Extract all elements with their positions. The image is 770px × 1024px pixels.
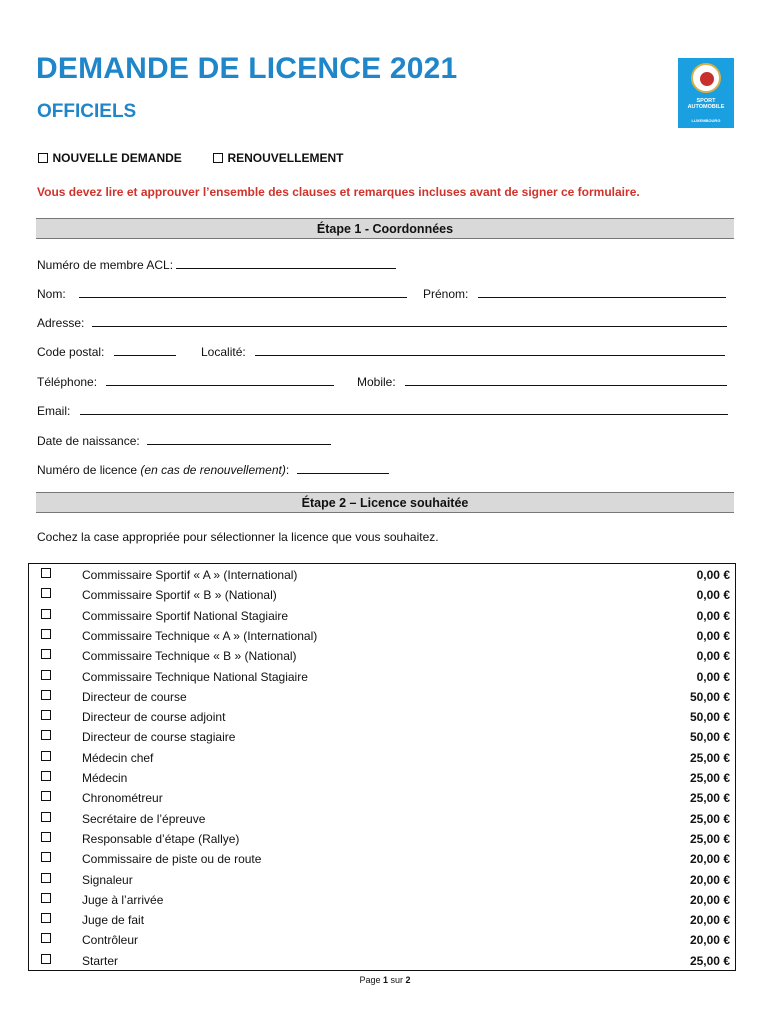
footer-sur-label: sur — [390, 975, 404, 985]
license-checkbox[interactable] — [41, 791, 51, 801]
license-row[interactable] — [29, 645, 735, 665]
license-checkbox[interactable] — [41, 690, 51, 700]
license-row[interactable] — [29, 787, 735, 807]
emblem-icon — [691, 63, 721, 93]
mobile-line[interactable] — [405, 374, 727, 386]
member-number-field[interactable] — [37, 257, 396, 272]
license-name: Commissaire Technique « B » (National) — [82, 649, 297, 664]
page-subtitle: OFFICIELS — [37, 101, 137, 122]
license-price: 20,00 € — [689, 872, 730, 887]
license-row[interactable] — [29, 605, 735, 625]
license-name: Directeur de course adjoint — [82, 710, 226, 725]
license-checkbox[interactable] — [41, 954, 51, 964]
license-price: 20,00 € — [689, 892, 730, 907]
license-name: Commissaire Technique « A » (International) — [82, 628, 318, 643]
license-row[interactable] — [29, 929, 735, 949]
license-price: 0,00 € — [696, 628, 730, 643]
email-field[interactable] — [37, 403, 728, 418]
license-row[interactable] — [29, 564, 735, 584]
license-price: 25,00 € — [689, 831, 730, 846]
postal-code-line[interactable] — [114, 344, 176, 356]
license-price: 25,00 € — [689, 953, 730, 968]
license-checkbox[interactable] — [41, 670, 51, 680]
footer-total-pages: 2 — [405, 975, 411, 985]
license-name: Commissaire Sportif « B » (National) — [82, 588, 277, 603]
postal-code-label: Code postal: — [37, 345, 105, 359]
license-checkbox[interactable] — [41, 710, 51, 720]
license-row[interactable] — [29, 808, 735, 828]
license-row[interactable] — [29, 869, 735, 889]
license-name: Starter — [82, 953, 119, 968]
license-row[interactable] — [29, 889, 735, 909]
page-footer — [0, 975, 770, 985]
license-price: 25,00 € — [689, 811, 730, 826]
license-name: Directeur de course — [82, 689, 187, 704]
license-row[interactable] — [29, 666, 735, 686]
license-checkbox[interactable] — [41, 649, 51, 659]
license-checkbox[interactable] — [41, 771, 51, 781]
license-name: Juge à l’arrivée — [82, 892, 164, 907]
logo-text-sport: SPORT — [696, 98, 716, 104]
license-row[interactable] — [29, 848, 735, 868]
license-number-field[interactable] — [37, 462, 389, 477]
address-line[interactable] — [92, 315, 727, 327]
name-label: Nom: — [37, 287, 66, 301]
license-checkbox[interactable] — [41, 609, 51, 619]
license-name: Signaleur — [82, 872, 133, 887]
license-price: 50,00 € — [689, 730, 730, 745]
license-checkbox[interactable] — [41, 832, 51, 842]
renewal-option[interactable] — [213, 149, 343, 167]
license-price: 25,00 € — [689, 791, 730, 806]
license-name: Responsable d’étape (Rallye) — [82, 831, 240, 846]
renewal-label: RENOUVELLEMENT — [227, 151, 344, 165]
license-checkbox[interactable] — [41, 730, 51, 740]
license-checkbox[interactable] — [41, 751, 51, 761]
license-number-line[interactable] — [297, 462, 389, 474]
license-checkbox[interactable] — [41, 629, 51, 639]
license-row[interactable] — [29, 909, 735, 929]
license-checkbox[interactable] — [41, 933, 51, 943]
birthdate-line[interactable] — [147, 433, 331, 445]
license-row[interactable] — [29, 625, 735, 645]
license-checkbox[interactable] — [41, 893, 51, 903]
step1-header: Étape 1 - Coordonnées — [36, 218, 734, 239]
footer-page-label: Page — [359, 975, 381, 985]
license-name: Juge de fait — [82, 913, 145, 928]
name-line[interactable] — [79, 286, 407, 298]
warning-text: Vous devez lire et approuver l’ensemble des clauses et remarques incluses avant de signer ce formulaire. — [37, 185, 640, 199]
license-name: Contrôleur — [82, 933, 139, 948]
license-price: 20,00 € — [689, 913, 730, 928]
firstname-label: Prénom: — [423, 287, 469, 301]
license-price: 25,00 € — [689, 771, 730, 785]
phone-field[interactable] — [37, 374, 334, 389]
license-checkbox[interactable] — [41, 568, 51, 578]
license-row[interactable] — [29, 767, 735, 787]
locality-field[interactable] — [201, 344, 725, 359]
locality-line[interactable] — [255, 344, 725, 356]
license-price: 0,00 € — [696, 649, 730, 664]
license-price: 25,00 € — [689, 750, 730, 765]
license-number-label: Numéro de licence — [37, 463, 138, 477]
license-name: Chronométreur — [82, 791, 163, 806]
locality-label: Localité: — [201, 345, 246, 359]
license-price: 50,00 € — [689, 710, 730, 725]
logo-text-automobile: AUTOMOBILE — [687, 104, 725, 110]
mobile-label: Mobile: — [357, 375, 396, 389]
license-number-note: (en cas de renouvellement) — [140, 463, 286, 477]
license-name: Commissaire Sportif « A » (International) — [82, 568, 298, 582]
birthdate-label: Date de naissance: — [37, 434, 140, 448]
license-checkbox[interactable] — [41, 913, 51, 923]
license-name: Commissaire Technique National Stagiaire — [82, 669, 308, 684]
license-price: 0,00 € — [696, 669, 730, 684]
postal-code-field[interactable] — [37, 344, 176, 359]
license-row[interactable] — [29, 686, 735, 706]
license-price: 20,00 € — [689, 852, 730, 867]
new-request-label: NOUVELLE DEMANDE — [52, 151, 182, 165]
email-label: Email: — [37, 404, 71, 418]
license-price: 20,00 € — [689, 933, 730, 948]
license-name: Commissaire de piste ou de route — [82, 852, 262, 867]
license-row[interactable] — [29, 950, 735, 970]
address-field[interactable] — [37, 315, 727, 330]
license-row[interactable] — [29, 747, 735, 767]
license-name: Secrétaire de l’épreuve — [82, 811, 206, 826]
phone-line[interactable] — [106, 374, 334, 386]
member-number-label: Numéro de membre ACL: — [37, 258, 174, 272]
license-number-colon: : — [285, 463, 290, 477]
license-table — [28, 563, 736, 971]
firstname-field[interactable] — [423, 286, 726, 301]
name-field[interactable] — [37, 286, 407, 301]
email-line[interactable] — [80, 403, 728, 415]
license-checkbox[interactable] — [41, 873, 51, 883]
license-price: 0,00 € — [696, 568, 730, 582]
member-number-line[interactable] — [176, 257, 396, 269]
license-name: Médecin — [82, 771, 128, 785]
new-request-checkbox[interactable] — [38, 153, 48, 163]
license-row[interactable] — [29, 828, 735, 848]
license-name: Commissaire Sportif National Stagiaire — [82, 608, 289, 623]
birthdate-field[interactable] — [37, 433, 331, 448]
license-row[interactable] — [29, 706, 735, 726]
license-price: 0,00 € — [696, 588, 730, 603]
license-price: 0,00 € — [696, 608, 730, 623]
license-row[interactable] — [29, 584, 735, 604]
license-price: 50,00 € — [689, 689, 730, 704]
license-name: Directeur de course stagiaire — [82, 730, 236, 745]
license-checkbox[interactable] — [41, 852, 51, 862]
step2-header: Étape 2 – Licence souhaitée — [36, 492, 734, 513]
new-request-option[interactable] — [38, 149, 182, 167]
step2-instruction: Cochez la case appropriée pour sélectionner la licence que vous souhaitez. — [37, 530, 439, 544]
footer-current-page: 1 — [382, 975, 388, 985]
acl-logo — [678, 58, 734, 128]
renewal-checkbox[interactable] — [213, 153, 223, 163]
address-label: Adresse: — [37, 316, 85, 330]
logo-text-luxembourg: LUXEMBOURG — [691, 118, 721, 123]
license-name: Médecin chef — [82, 750, 154, 765]
mobile-field[interactable] — [357, 374, 727, 389]
license-checkbox[interactable] — [41, 588, 51, 598]
firstname-line[interactable] — [478, 286, 726, 298]
license-row[interactable] — [29, 726, 735, 746]
license-checkbox[interactable] — [41, 812, 51, 822]
page-title: DEMANDE DE LICENCE 2021 — [36, 52, 458, 85]
phone-label: Téléphone: — [37, 375, 98, 389]
